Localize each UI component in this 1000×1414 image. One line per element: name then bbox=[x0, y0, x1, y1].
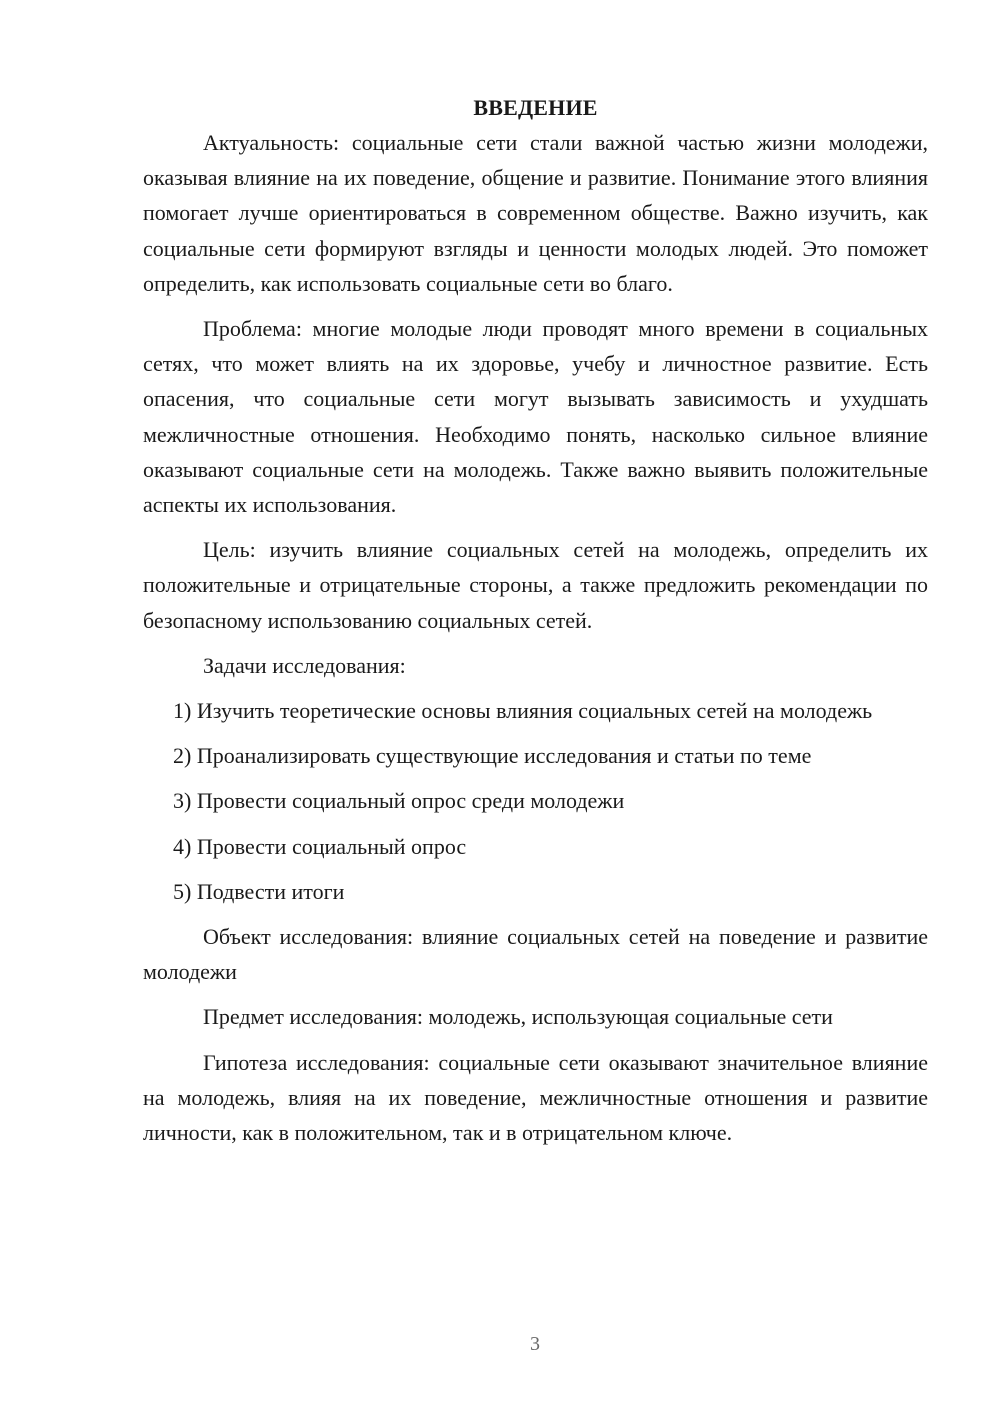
task-item-4: 4) Провести социальный опрос bbox=[173, 833, 467, 859]
page-number: 3 bbox=[530, 1333, 540, 1355]
paragraph-object: Объект исследования: влияние социальных сетей на поведение и развитие молодежи bbox=[143, 924, 928, 985]
paragraph-hypothesis: Гипотеза исследования: социальные сети оказывают значительное влияние на молодежь, влияя на их поведение, межличностные отношения и развитие личности, как в положительном, так и в отрицательном ключе. bbox=[143, 1049, 928, 1146]
paragraph-actuality: Актуальность: социальные сети стали важной частью жизни молодежи, оказывая влияние на их поведение, общение и развитие. Понимание этого влияния помогает лучше ориентироваться в современном обществе. Важно изучить, как социальные сети формируют взгляды и ценности молодых людей. Это поможет определить, как использовать социальные сети во благо. bbox=[143, 130, 928, 296]
task-item-3: 3) Провести социальный опрос среди молодежи bbox=[173, 788, 625, 814]
task-item-1: 1) Изучить теоретические основы влияния социальных сетей на молодежь bbox=[173, 698, 873, 724]
paragraph-goal: Цель: изучить влияние социальных сетей на молодежь, определить их положительные и отрицательные стороны, а также предложить рекомендации по безопасному использованию социальных сетей. bbox=[143, 537, 928, 633]
task-item-2: 2) Проанализировать существующие исследования и статьи по теме bbox=[173, 743, 812, 769]
document-page bbox=[143, 90, 928, 1150]
paragraph-tasks-heading: Задачи исследования: bbox=[203, 652, 406, 678]
paragraph-problem: Проблема: многие молодые люди проводят много времени в социальных сетях, что может влиять на их здоровье, учебу и личностное развитие. Есть опасения, что социальные сети могут вызывать зависимость и ухудшать межличностные отношения. Необходимо понять, насколько сильное влияние оказывают социальные сети на молодежь. Также важно выявить положительные аспекты их использования. bbox=[143, 316, 928, 518]
paragraph-subject: Предмет исследования: молодежь, использующая социальные сети bbox=[203, 1004, 833, 1030]
task-item-5: 5) Подвести итоги bbox=[173, 878, 345, 904]
document-title: ВВЕДЕНИЕ bbox=[473, 95, 598, 120]
